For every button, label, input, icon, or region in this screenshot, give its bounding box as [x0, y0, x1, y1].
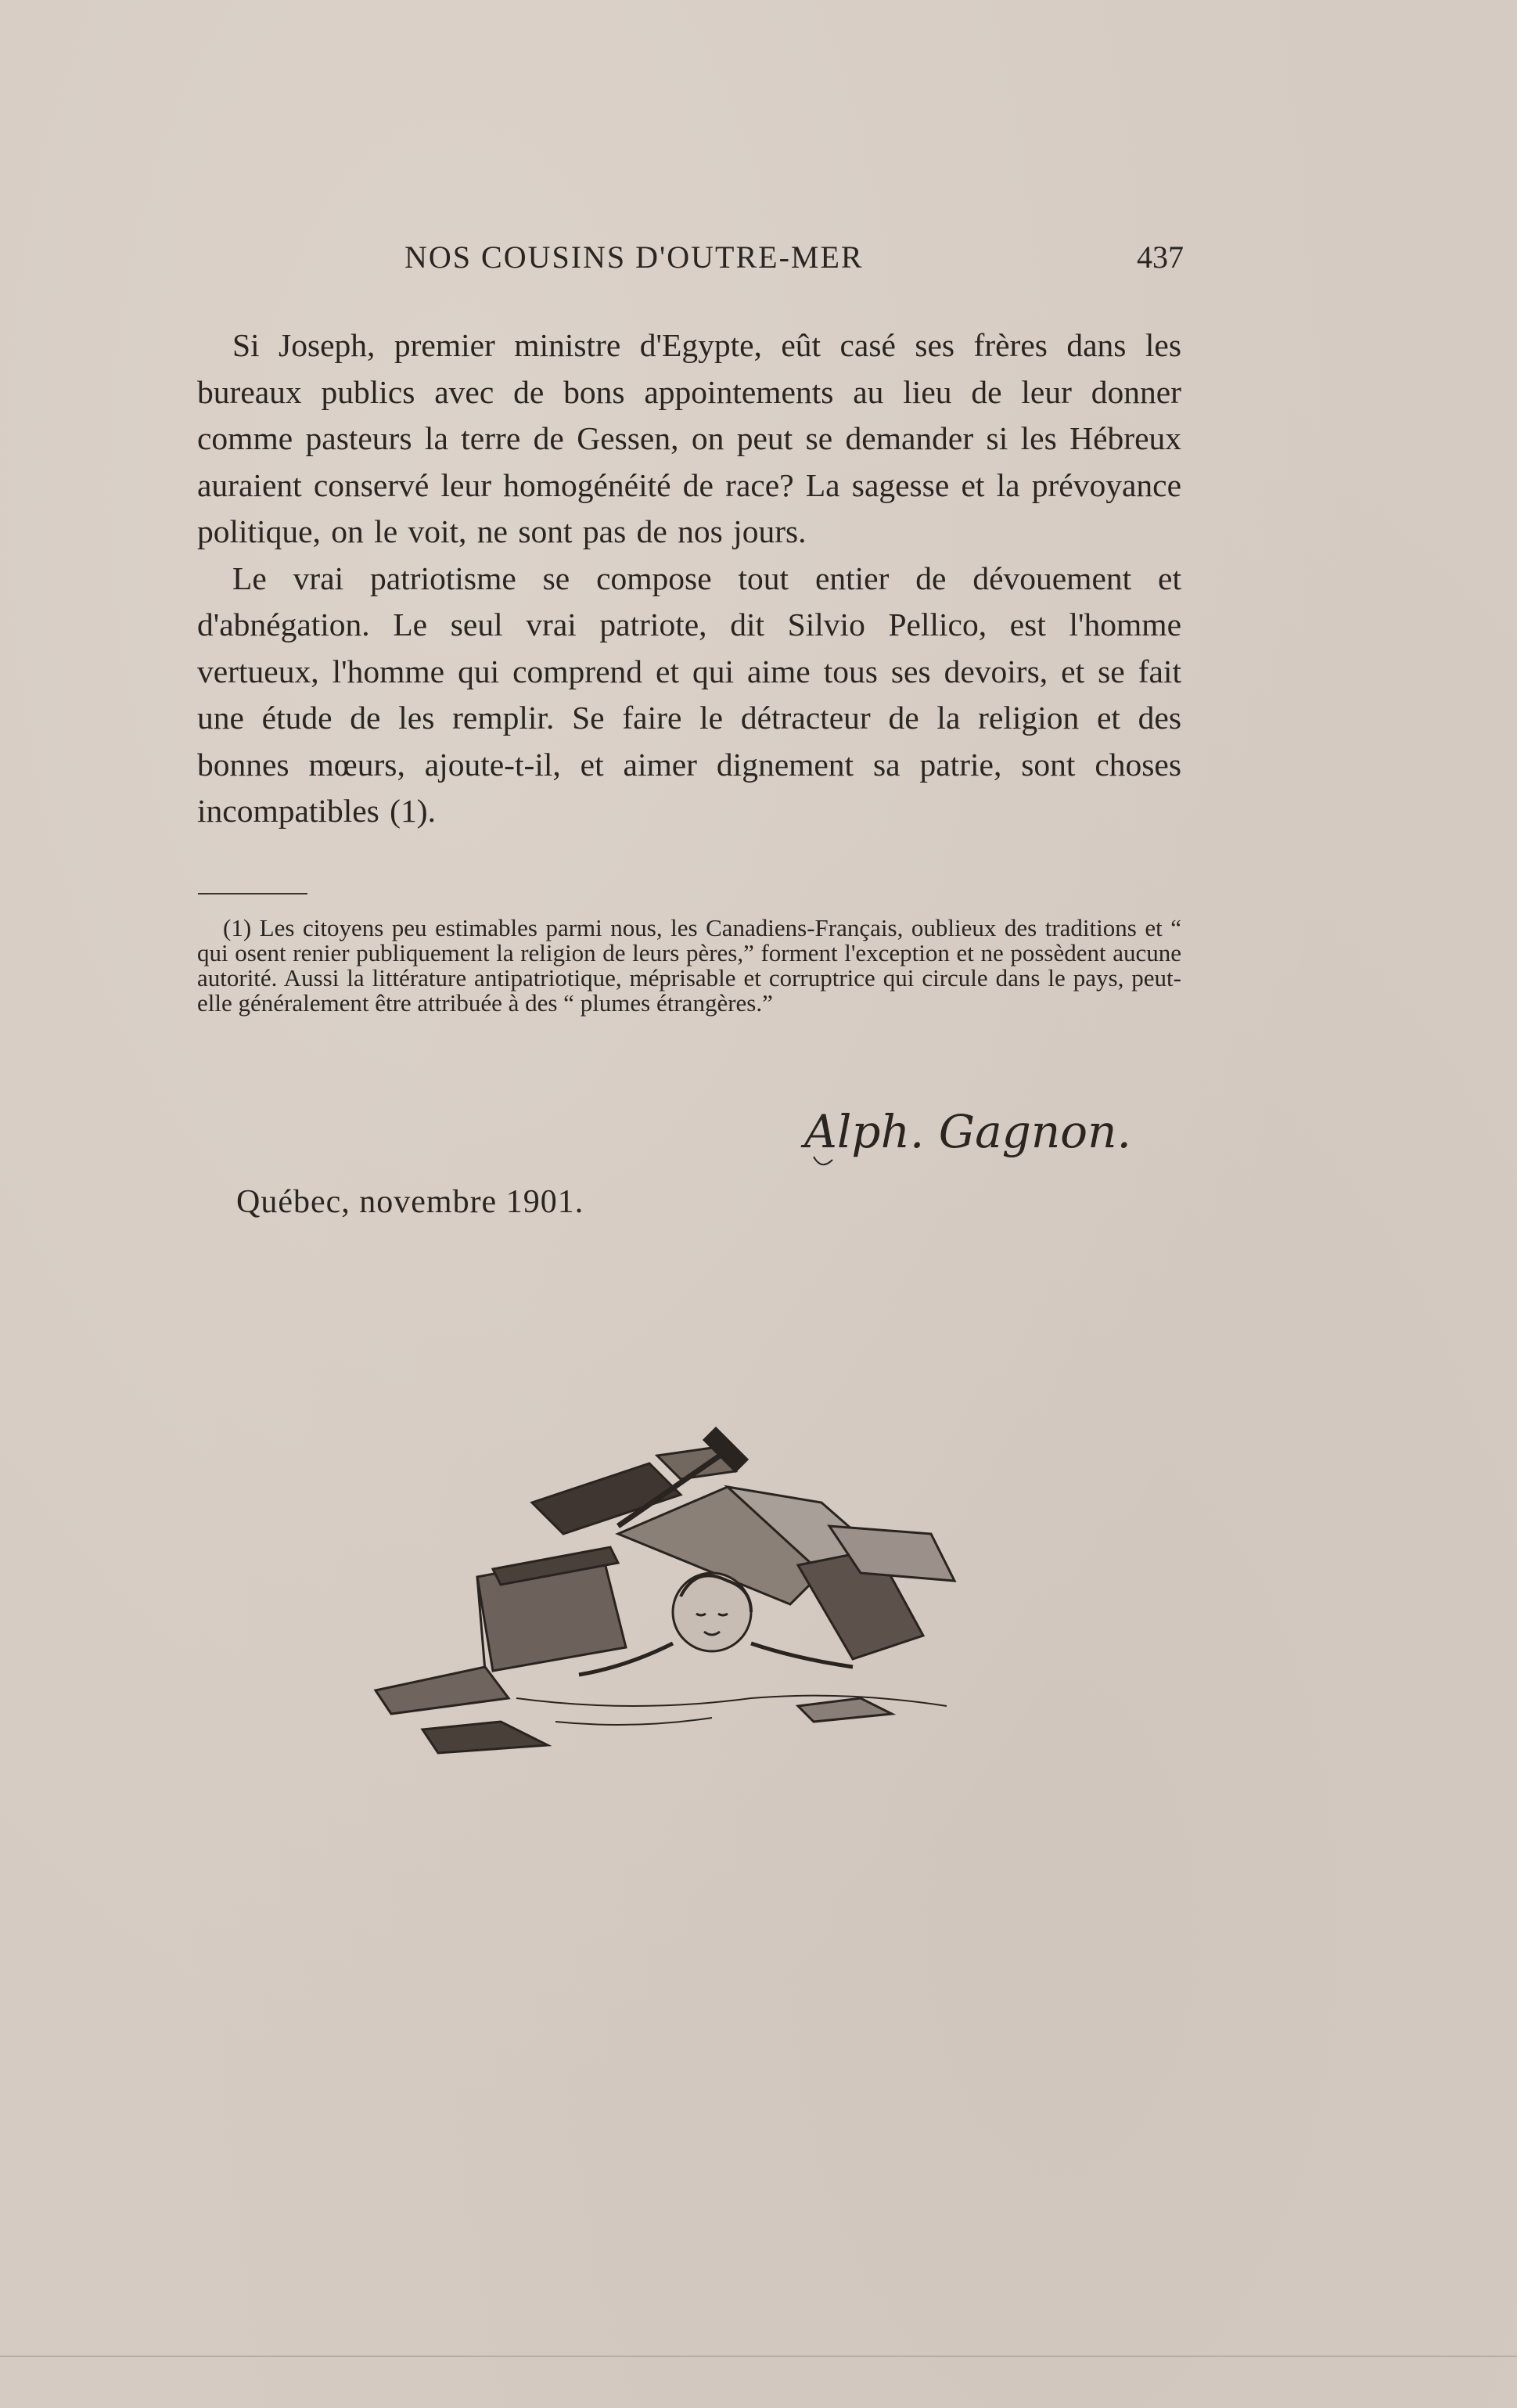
running-title: NOS COUSINS D'OUTRE-MER [404, 239, 864, 275]
signature-text: Alph. Gagnon. [804, 1105, 1131, 1158]
page-number: 437 [1137, 239, 1184, 275]
page-edge-rule [0, 2356, 1517, 2357]
signature [798, 1094, 1142, 1180]
signature-handwriting [798, 1094, 1142, 1180]
body-text [197, 322, 1181, 835]
vignette-illustration [360, 1409, 1017, 1761]
running-head [404, 239, 1184, 286]
footnote-divider [198, 893, 307, 894]
paragraph-2: Le vrai patriotisme se compose tout entier de dévouement et d'abnégation. Le seul vrai patriote, dit Silvio Pellico, est l'homme vertueux, l'homme qui comprend et qui aime tous ses devoirs, et se fait une étude de les remplir. Se faire le détracteur de la religion et des bonnes mœurs, ajoute-t-il, et aimer dignement sa patrie, sont choses incompatibles (1). [197, 560, 1181, 829]
dateline: Québec, novembre 1901. [236, 1184, 584, 1220]
footnote: (1) Les citoyens peu estimables parmi nous, les Canadiens-Français, oublieux des traditions et “ qui osent renier publiquement la religion de leurs pères,” forment l'exception et ne possèdent aucune autorité. Aussi la littérature antipatriotique, méprisable et corruptrice qui circule dans le pays, peut-elle généralement être attribuée à des “ plumes étrangères.” [197, 914, 1181, 1017]
books-and-cherub-engraving-icon [360, 1409, 1017, 1761]
paragraph-1: Si Joseph, premier ministre d'Egypte, eût casé ses frères dans les bureaux publics avec de bons appointements au lieu de leur donner comme pasteurs la terre de Gessen, on peut se demander si les Hébreux auraient conservé leur homogénéité de race? La sagesse et la prévoyance politique, on le voit, ne sont pas de nos jours. [197, 327, 1181, 549]
